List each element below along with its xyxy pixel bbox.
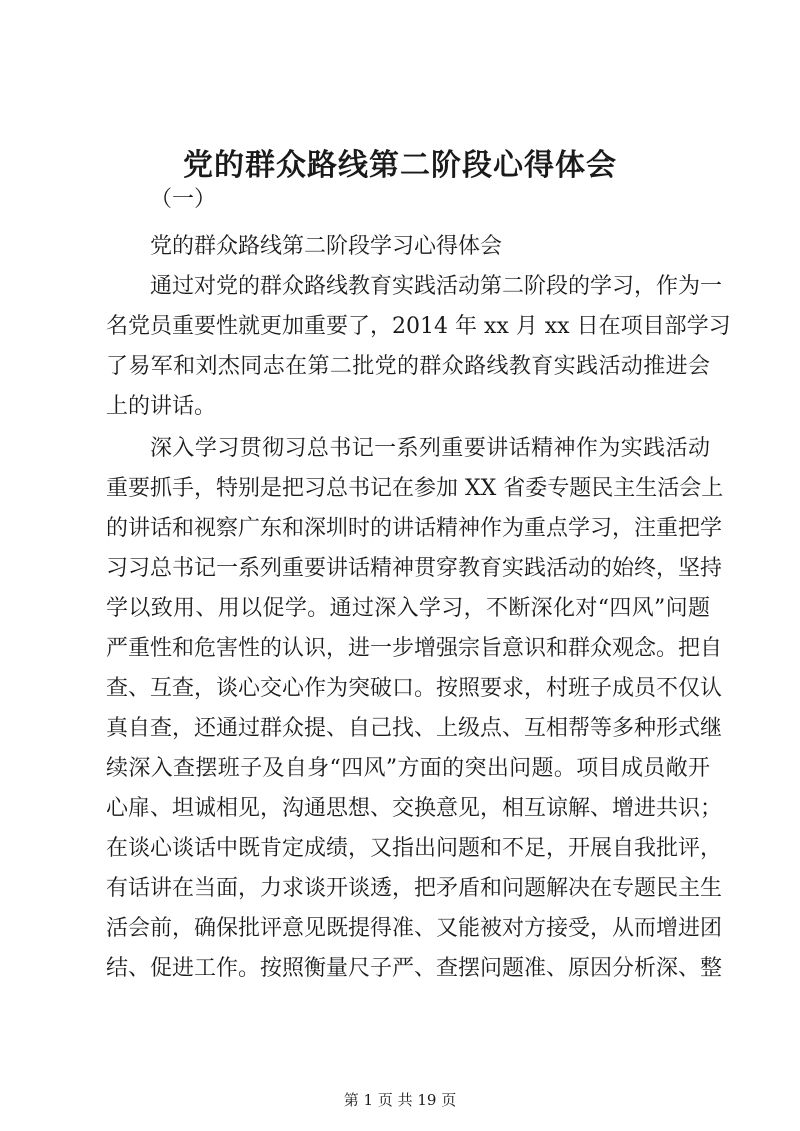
paragraph-1-line-3: 了易军和刘杰同志在第二批党的群众路线教育实践活动推进会: [106, 354, 710, 379]
paragraph-2-line-10: 心扉、坦诚相见，沟通思想、交换意见，相互谅解、增进共识；: [106, 796, 723, 821]
document-subtitle: 党的群众路线第二阶段学习心得体会: [150, 234, 503, 259]
paragraph-1-line-2: 名党员重要性就更加重要了，2014 年 xx 月 xx 日在项目部学习: [106, 314, 731, 339]
paragraph-2-line-8: 真自查，还通过群众提、自己找、上级点、互相帮等多种形式继: [106, 716, 723, 741]
document-title: 党的群众路线第二阶段心得体会: [183, 148, 617, 183]
paragraph-1-line-4: 上的讲话。: [106, 394, 217, 419]
paragraph-2-line-4: 习习总书记一系列重要讲话精神贯穿教育实践活动的始终，坚持: [106, 556, 723, 581]
paragraph-2-line-3: 的讲话和视察广东和深圳时的讲话精神作为重点学习，注重把学: [106, 516, 723, 541]
paragraph-2-line-11: 在谈心谈话中既肯定成绩，又指出问题和不足，开展自我批评，: [106, 836, 723, 861]
section-marker: （一）: [150, 187, 217, 212]
paragraph-2-line-1: 深入学习贯彻习总书记一系列重要讲话精神作为实践活动: [150, 436, 710, 461]
paragraph-2-line-5: 学以致用、用以促学。通过深入学习，不断深化对“四风”问题: [106, 596, 710, 621]
paragraph-2-line-12: 有话讲在当面，力求谈开谈透，把矛盾和问题解决在专题民主生: [106, 876, 723, 901]
paragraph-1-line-1: 通过对党的群众路线教育实践活动第二阶段的学习，作为一: [150, 274, 723, 299]
page-footer: 第 1 页 共 19 页: [343, 1091, 457, 1109]
paragraph-2-line-6: 严重性和危害性的认识，进一步增强宗旨意识和群众观念。把自: [106, 636, 723, 661]
paragraph-2-line-14: 结、促进工作。按照衡量尺子严、查摆问题准、原因分析深、整: [106, 956, 723, 981]
paragraph-2-line-13: 活会前，确保批评意见既提得准、又能被对方接受，从而增进团: [106, 916, 723, 941]
paragraph-2-line-9: 续深入查摆班子及自身“四风”方面的突出问题。项目成员敞开: [106, 756, 710, 781]
paragraph-2-line-7: 查、互查，谈心交心作为突破口。按照要求，村班子成员不仅认: [106, 676, 723, 701]
paragraph-2-line-2: 重要抓手，特别是把习总书记在参加 XX 省委专题民主生活会上: [106, 476, 724, 501]
